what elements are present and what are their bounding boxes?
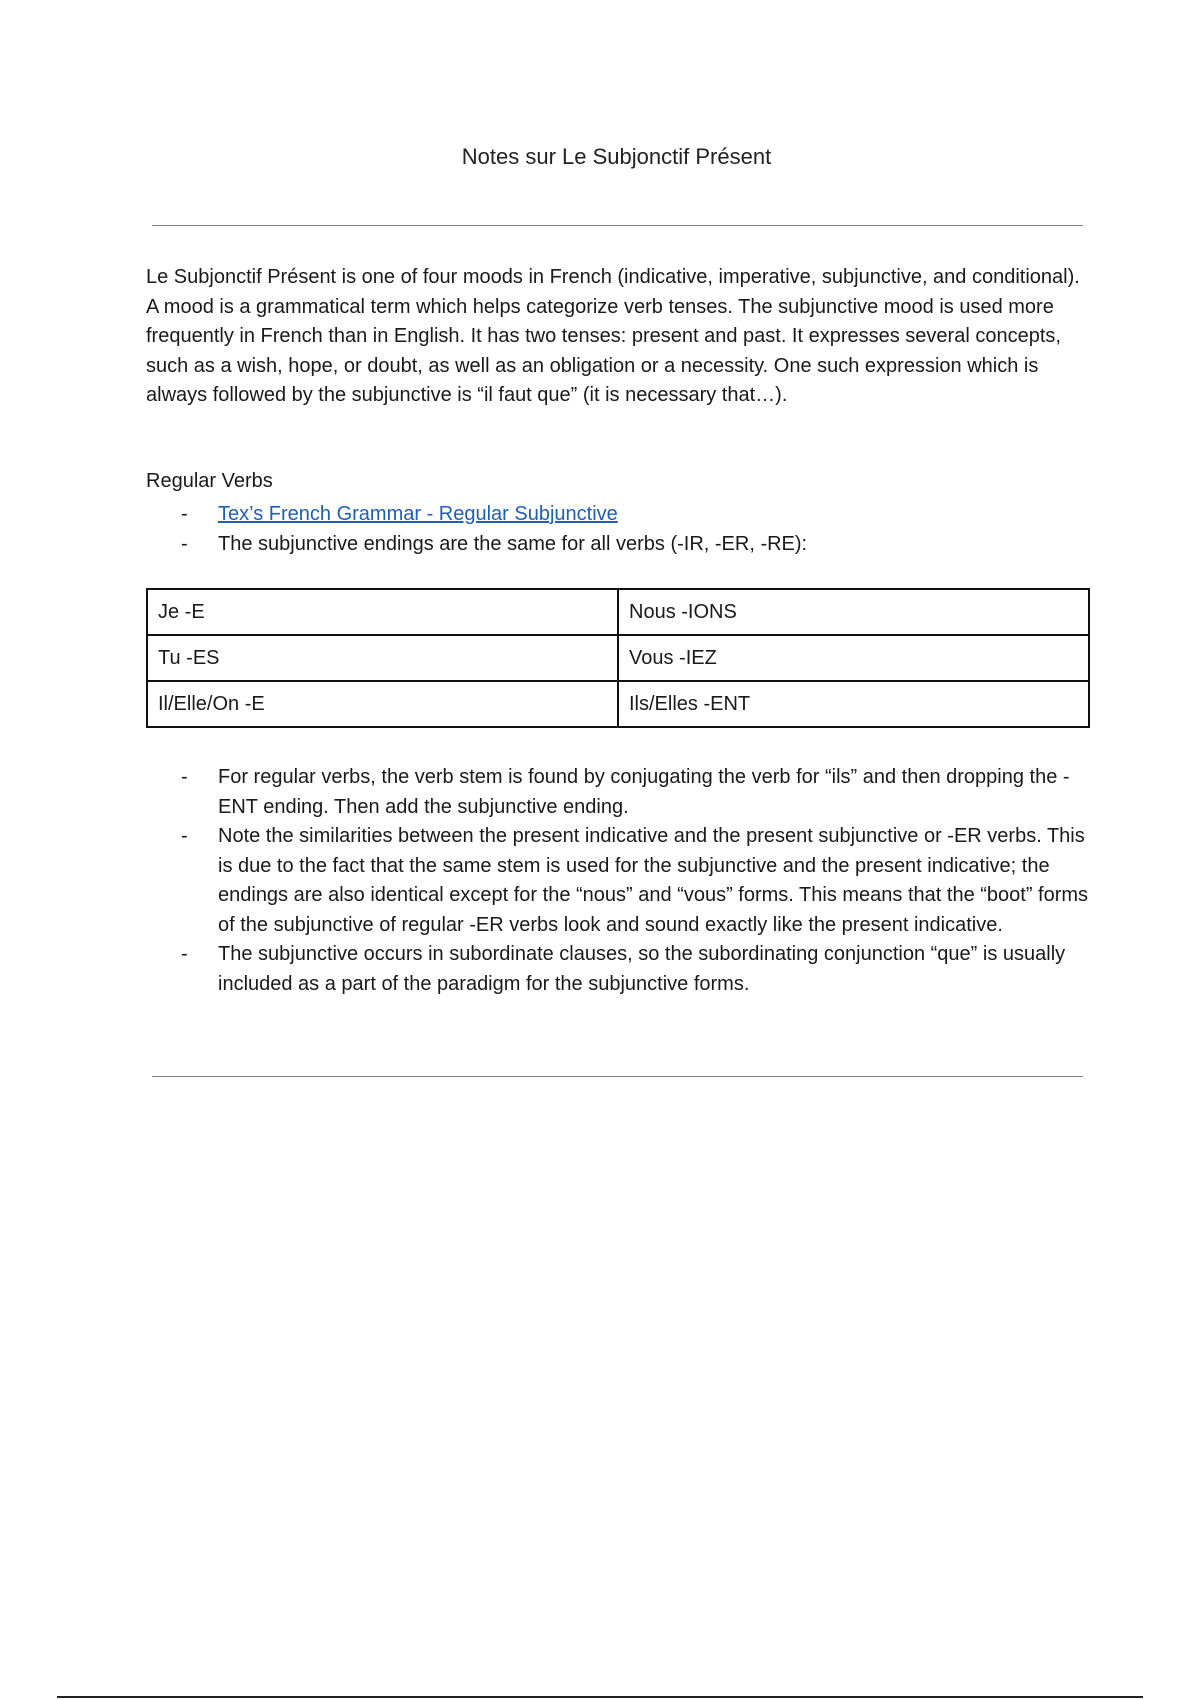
note-text: The subjunctive occurs in subordinate clauses, so the subordinating conjunction “que” is usually included as a part of the paradigm for the subjunctive forms.	[218, 943, 1066, 995]
table-row	[147, 681, 1089, 727]
list-item	[146, 763, 1096, 822]
list-item	[146, 822, 1096, 940]
note-text: For regular verbs, the verb stem is found by conjugating the verb for “ils” and then dropping the -ENT ending. Then add the subjunctive ending.	[218, 766, 1070, 818]
page-title: Notes sur Le Subjonctif Présent	[461, 144, 772, 169]
bullet-marker: -	[181, 532, 188, 555]
table-cell: Je -E	[147, 589, 618, 635]
section-heading: Regular Verbs	[146, 470, 273, 492]
table-row	[147, 635, 1089, 681]
endings-table	[146, 588, 1090, 728]
bottom-divider	[152, 1076, 1083, 1077]
notes-list	[146, 763, 1096, 999]
bullet-marker: -	[181, 766, 188, 788]
list-item	[146, 530, 1096, 560]
endings-note: The subjunctive endings are the same for all verbs (-IR, -ER, -RE):	[218, 532, 808, 555]
grammar-link[interactable]: Tex’s French Grammar - Regular Subjunctive	[218, 503, 618, 525]
note-text: Note the similarities between the present indicative and the present subjunctive or -ER verbs. This is due to the fact that the same stem is used for the subjunctive and the present indicative; the endings are also identical except for the “nous” and “vous” forms. This means that the “boot” forms of the subjunctive of regular -ER verbs look and sound exactly like the present indicative.	[218, 825, 1089, 936]
bullet-marker: -	[181, 825, 188, 847]
regular-verbs-list	[146, 500, 1096, 559]
list-item	[146, 500, 1096, 530]
table-cell: Ils/Elles -ENT	[618, 681, 1089, 727]
intro-paragraph: Le Subjonctif Présent is one of four moods in French (indicative, imperative, subjunctive, and conditional). A mood is a grammatical term which helps categorize verb tenses. The subjunctive mood is used more frequently in French than in English. It has two tenses: present and past. It expresses several concepts, such as a wish, hope, or doubt, as well as an obligation or a necessity. One such expression which is always followed by the subjunctive is “il faut que” (it is necessary that…).	[146, 266, 1080, 406]
bullet-marker: -	[181, 503, 188, 525]
table-cell: Nous -IONS	[618, 589, 1089, 635]
top-divider	[152, 225, 1083, 226]
list-item	[146, 940, 1096, 999]
bullet-marker: -	[181, 943, 188, 965]
page-edge-line	[57, 1696, 1143, 1698]
table-row	[147, 589, 1089, 635]
table-cell: Vous -IEZ	[618, 635, 1089, 681]
table-cell: Il/Elle/On -E	[147, 681, 618, 727]
table-cell: Tu -ES	[147, 635, 618, 681]
